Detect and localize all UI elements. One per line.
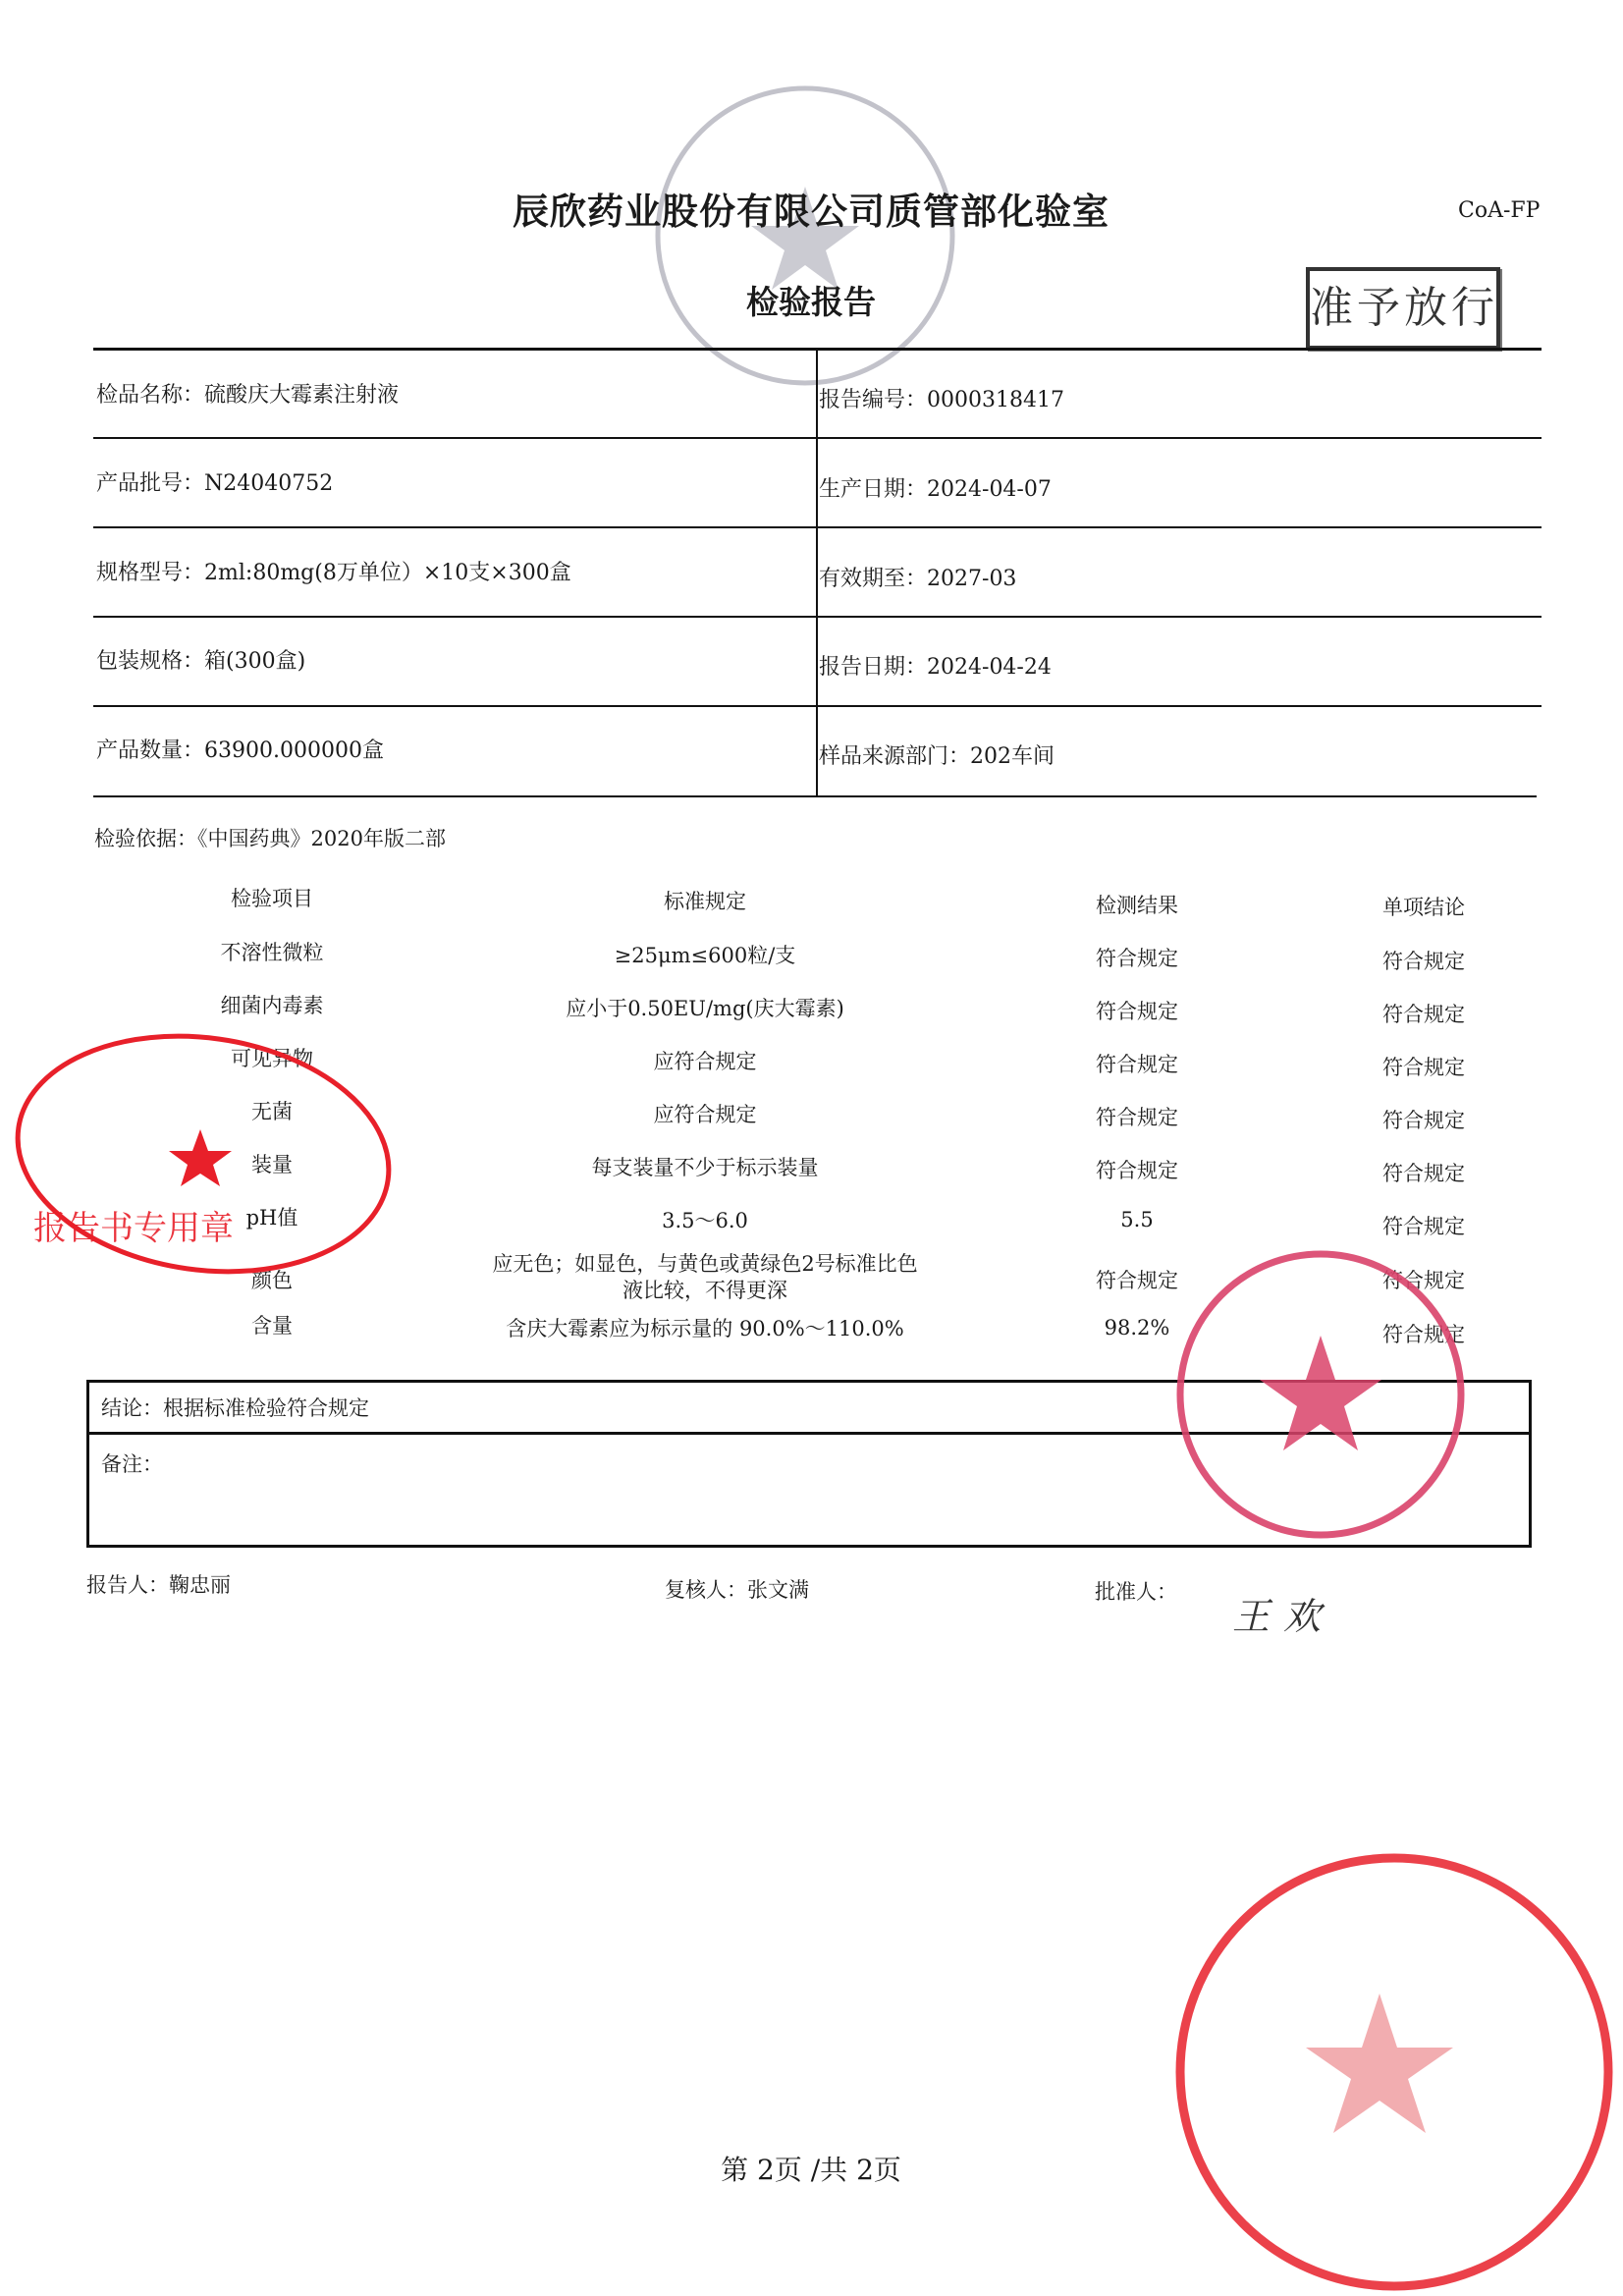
cell-item: 颜色 (251, 1269, 293, 1292)
cell-result: 98.2% (1104, 1316, 1170, 1339)
info-batch-number: 产品批号：N24040752 (96, 471, 334, 496)
header-standard: 标准规定 (664, 890, 746, 913)
header-item: 检验项目 (231, 887, 313, 910)
info-quantity: 产品数量：63900.000000盒 (96, 738, 384, 763)
column-divider (816, 350, 818, 796)
cell-conclusion: 符合规定 (1382, 1323, 1465, 1346)
page-number: 第 2页 /共 2页 (721, 2154, 901, 2186)
reporter: 报告人：鞠忠丽 (86, 1573, 231, 1597)
cell-result: 符合规定 (1096, 1159, 1178, 1182)
remarks: 备注： (101, 1452, 163, 1476)
cell-standard: 应小于0.50EU/mg(庆大霉素) (566, 997, 844, 1020)
cell-conclusion: 符合规定 (1382, 1215, 1465, 1238)
cell-standard: 每支装量不少于标示装量 (591, 1156, 819, 1179)
info-packaging: 包装规格：箱(300盒) (96, 649, 306, 674)
info-report-date: 报告日期：2024-04-24 (819, 655, 1052, 680)
cell-standard: 3.5～6.0 (662, 1209, 748, 1232)
company-title: 辰欣药业股份有限公司质管部化验室 (513, 191, 1109, 233)
cell-item: 可见异物 (231, 1047, 313, 1070)
cell-result: 符合规定 (1096, 1053, 1178, 1076)
lab-stamp (653, 83, 957, 388)
cell-conclusion: 符合规定 (1382, 1003, 1465, 1026)
cell-standard: ≥25μm≤600粒/支 (614, 944, 796, 967)
cell-result: 符合规定 (1096, 947, 1178, 970)
cell-item: 不溶性微粒 (220, 941, 324, 964)
divider (93, 795, 1537, 797)
conclusion: 结论：根据标准检验符合规定 (101, 1396, 369, 1420)
cell-standard: 应无色；如显色，与黄色或黄绿色2号标准比色 (492, 1252, 918, 1276)
cell-item: pH值 (245, 1206, 298, 1230)
cell-item: 装量 (251, 1153, 293, 1176)
cell-standard: 应符合规定 (653, 1050, 757, 1073)
info-specification: 规格型号：2ml:80mg(8万单位）×10支×300盒 (96, 561, 571, 585)
penghang-report-stamp (12, 1031, 395, 1277)
info-product-name: 检品名称：硫酸庆大霉素注射液 (96, 383, 400, 408)
cell-conclusion: 符合规定 (1382, 1269, 1465, 1292)
info-report-number: 报告编号：0000318417 (819, 388, 1064, 412)
cell-standard: 含庆大霉素应为标示量的 90.0%～110.0% (506, 1317, 904, 1340)
info-expiry: 有效期至：2027-03 (819, 567, 1017, 591)
release-approved-stamp: 准予放行 (1306, 267, 1500, 350)
cell-standard-line2: 液比较，不得更深 (622, 1279, 787, 1302)
report-title: 检验报告 (746, 283, 876, 321)
cell-conclusion: 符合规定 (1382, 950, 1465, 973)
header-result: 检测结果 (1096, 894, 1178, 917)
cell-item: 无菌 (251, 1100, 293, 1123)
cell-result: 符合规定 (1096, 1106, 1178, 1129)
cell-result: 5.5 (1120, 1208, 1154, 1231)
header-conclusion: 单项结论 (1382, 896, 1465, 919)
reviewer: 复核人：张文满 (665, 1578, 809, 1602)
cell-conclusion: 符合规定 (1382, 1109, 1465, 1132)
kangrui-quality-stamp (1173, 1851, 1615, 2293)
cell-item: 含量 (251, 1314, 293, 1338)
info-production-date: 生产日期：2024-04-07 (819, 477, 1052, 502)
inspection-basis: 检验依据：《中国药典》2020年版二部 (94, 827, 446, 850)
svg-text:报告书专用章: 报告书专用章 (33, 1209, 234, 1248)
info-sample-source: 样品来源部门：202车间 (819, 744, 1055, 769)
cell-conclusion: 符合规定 (1382, 1056, 1465, 1079)
document-code: CoA-FP (1458, 198, 1541, 223)
cell-item: 细菌内毒素 (220, 994, 324, 1017)
cell-conclusion: 符合规定 (1382, 1162, 1465, 1185)
cell-result: 符合规定 (1096, 1269, 1178, 1292)
saibang-quality-stamp (1173, 1247, 1468, 1542)
cell-result: 符合规定 (1096, 1000, 1178, 1023)
approver-label: 批准人： (1095, 1580, 1177, 1604)
approver-signature: 王欢 (1232, 1595, 1335, 1638)
cell-standard: 应符合规定 (653, 1103, 757, 1126)
